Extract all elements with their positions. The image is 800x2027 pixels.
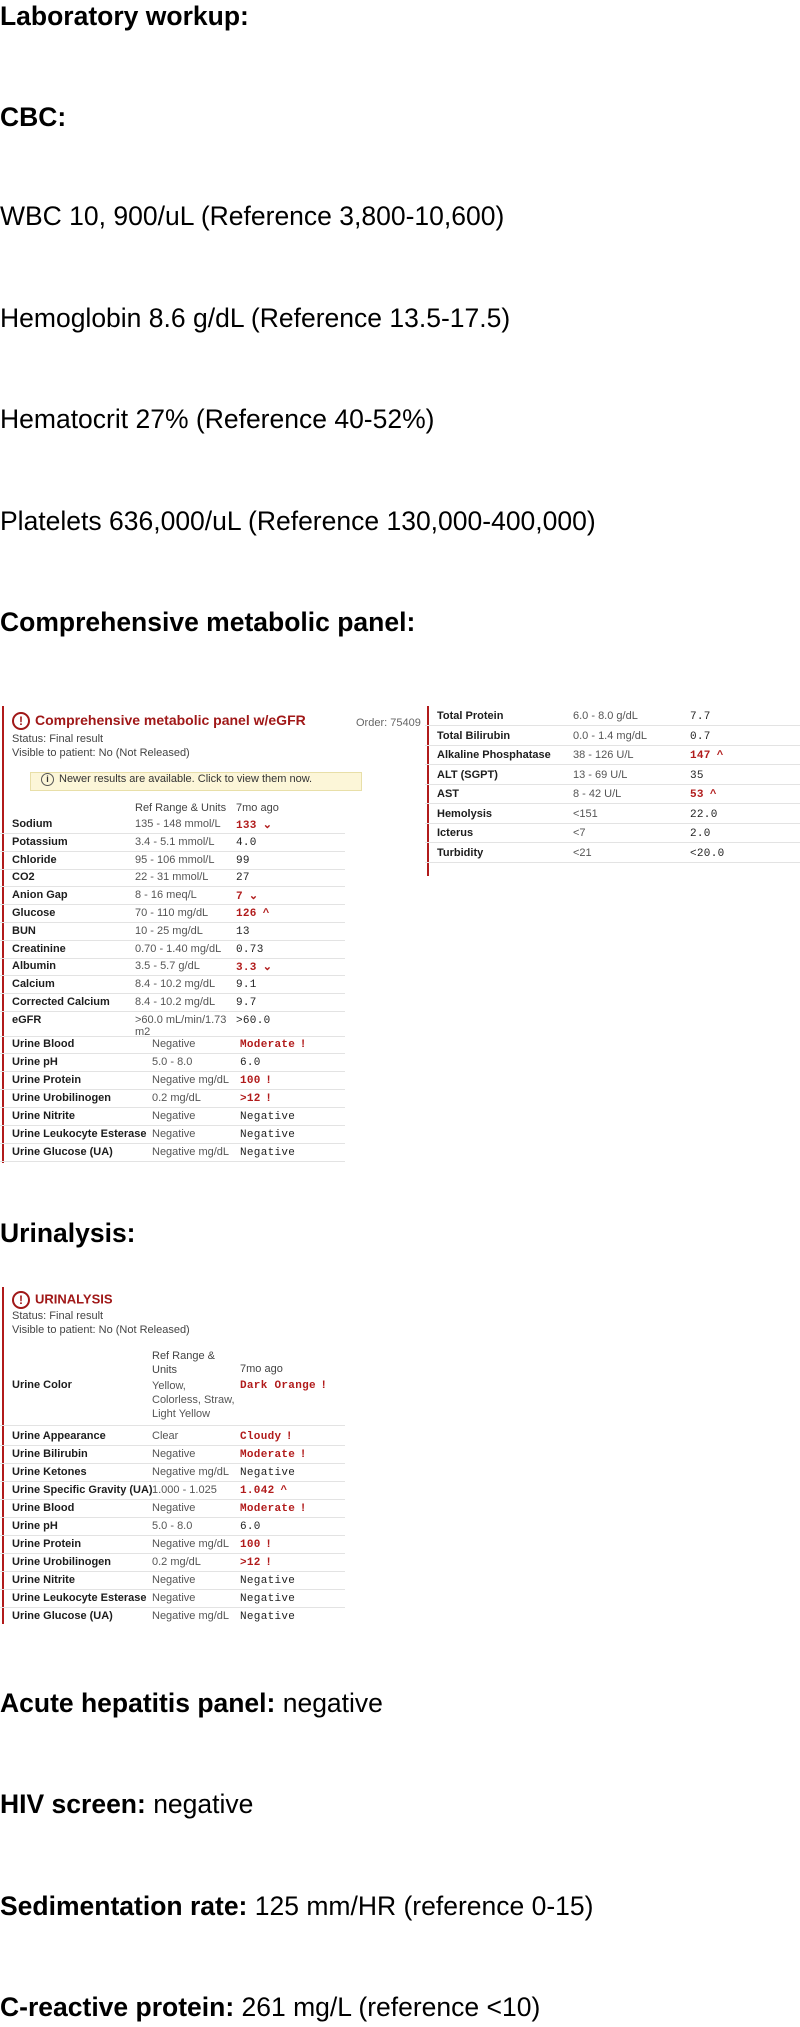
row-value: 147 ^ bbox=[690, 749, 724, 762]
row-reference: 0.2 mg/dL bbox=[152, 1092, 201, 1104]
row-name: Icterus bbox=[437, 827, 474, 839]
row-reference: 6.0 - 8.0 g/dL bbox=[573, 710, 638, 722]
table-row bbox=[0, 1090, 345, 1108]
row-name: ALT (SGPT) bbox=[437, 768, 498, 781]
row-value: 9.1 bbox=[236, 979, 257, 992]
row-value: 7 ⌄ bbox=[236, 890, 259, 904]
ua-color-row: Urine Color Yellow, Colorless, Straw, Light Yellow Dark Orange ! bbox=[0, 1377, 345, 1426]
cmp-col-time: 7mo ago bbox=[236, 802, 279, 814]
row-value: 9.7 bbox=[236, 997, 257, 1009]
cmp-status: Status: Final result bbox=[12, 733, 104, 745]
cmp-heading: Comprehensive metabolic panel: bbox=[0, 607, 416, 637]
table-row bbox=[0, 1446, 345, 1464]
row-name: CO2 bbox=[12, 871, 35, 884]
row-name: Albumin bbox=[12, 960, 56, 973]
abnormal-flag: ⌄ bbox=[262, 819, 273, 831]
abnormal-flag: ^ bbox=[709, 788, 717, 800]
row-name: Creatinine bbox=[12, 942, 66, 955]
row-value: >12 ! bbox=[240, 1556, 271, 1569]
row-name: Urine Blood bbox=[12, 1038, 75, 1050]
row-name: Urine Nitrite bbox=[12, 1110, 75, 1122]
ua-visible: Visible to patient: No (Not Released) bbox=[12, 1324, 190, 1336]
abnormal-flag: ^ bbox=[262, 907, 270, 919]
table-row bbox=[0, 905, 345, 923]
row-value: 3.3 ⌄ bbox=[236, 961, 273, 975]
row-reference: 0.0 - 1.4 mg/dL bbox=[573, 729, 647, 742]
row-reference: 5.0 - 8.0 bbox=[152, 1056, 193, 1068]
table-row bbox=[0, 1054, 345, 1072]
info-icon: i bbox=[41, 773, 54, 786]
table-row bbox=[0, 1464, 345, 1482]
cbc-hematocrit-line: Hematocrit 27% (Reference 40-52%) bbox=[0, 404, 435, 434]
row-value: Negative bbox=[240, 1611, 296, 1623]
table-row bbox=[425, 708, 800, 726]
table-row bbox=[425, 806, 800, 824]
row-value: Negative bbox=[240, 1575, 296, 1587]
table-row bbox=[425, 825, 800, 843]
row-value: Negative bbox=[240, 1147, 296, 1159]
row-name: Glucose bbox=[12, 907, 56, 919]
row-value: Negative bbox=[240, 1111, 296, 1123]
row-value: 6.0 bbox=[240, 1521, 261, 1533]
row-name: Urine Blood bbox=[12, 1502, 75, 1514]
row-reference: 3.5 - 5.7 g/dL bbox=[135, 960, 200, 973]
row-reference: 95 - 106 mmol/L bbox=[135, 853, 215, 866]
row-reference: 5.0 - 8.0 bbox=[152, 1520, 193, 1532]
row-reference: Negative bbox=[152, 1038, 196, 1050]
row-value: 126 ^ bbox=[236, 907, 270, 920]
table-row bbox=[0, 1036, 345, 1054]
table-row bbox=[0, 1536, 345, 1554]
cmp-panel-right-screenshot bbox=[425, 706, 800, 876]
row-reference: <151 bbox=[573, 807, 598, 820]
abnormal-flag: ^ bbox=[280, 1484, 288, 1496]
row-value: Moderate ! bbox=[240, 1502, 306, 1515]
row-value: 100 ! bbox=[240, 1074, 271, 1087]
row-name: Urine Specific Gravity (UA) bbox=[12, 1484, 153, 1496]
table-row bbox=[0, 869, 345, 887]
abnormal-flag: ! bbox=[301, 1502, 306, 1514]
row-name: Urine Protein bbox=[12, 1538, 82, 1550]
table-row bbox=[0, 923, 345, 941]
abnormal-flag: ⌄ bbox=[262, 961, 273, 974]
abnormal-flag: ⌄ bbox=[248, 890, 259, 903]
table-row bbox=[425, 728, 800, 746]
row-value: 99 bbox=[236, 854, 250, 867]
table-row bbox=[0, 976, 345, 994]
row-reference: Negative mg/dL bbox=[152, 1466, 230, 1478]
table-row bbox=[0, 816, 345, 834]
table-row bbox=[425, 767, 800, 785]
row-name: Chloride bbox=[12, 853, 57, 866]
row-value: Cloudy ! bbox=[240, 1430, 292, 1443]
crp-line: C-reactive protein: 261 mg/L (reference <10) bbox=[0, 1992, 541, 2022]
row-value: 7.7 bbox=[690, 711, 711, 723]
abnormal-flag: ! bbox=[266, 1556, 271, 1568]
row-value: 35 bbox=[690, 769, 704, 782]
table-row bbox=[0, 1072, 345, 1090]
row-value: Negative bbox=[240, 1467, 296, 1479]
row-name: Urine Bilirubin bbox=[12, 1448, 88, 1460]
row-reference: 0.70 - 1.40 mg/dL bbox=[135, 942, 222, 955]
abnormal-flag: ! bbox=[266, 1074, 271, 1086]
row-name: Urine Glucose (UA) bbox=[12, 1610, 113, 1622]
row-name: Urine Glucose (UA) bbox=[12, 1146, 113, 1158]
row-name: Urine Leukocyte Esterase bbox=[12, 1592, 147, 1604]
row-reference: 70 - 110 mg/dL bbox=[135, 907, 209, 919]
sed-rate-line: Sedimentation rate: 125 mm/HR (reference 0-15) bbox=[0, 1891, 594, 1921]
row-value: 13 bbox=[236, 925, 250, 938]
row-value: >12 ! bbox=[240, 1092, 271, 1105]
row-name: Urine Urobilinogen bbox=[12, 1556, 111, 1568]
abnormal-flag: ! bbox=[287, 1430, 292, 1442]
urinalysis-heading: Urinalysis: bbox=[0, 1218, 136, 1248]
row-name: Urine Ketones bbox=[12, 1466, 87, 1478]
row-reference: 10 - 25 mg/dL bbox=[135, 924, 203, 937]
hepatitis-panel-line: Acute hepatitis panel: negative bbox=[0, 1688, 383, 1718]
row-value: 53 ^ bbox=[690, 788, 717, 801]
table-row bbox=[0, 834, 345, 852]
row-value: Negative bbox=[240, 1129, 296, 1141]
ua-col-time: 7mo ago bbox=[240, 1363, 283, 1375]
row-reference: 8.4 - 10.2 mg/dL bbox=[135, 978, 216, 991]
row-reference: 135 - 148 mmol/L bbox=[135, 818, 221, 830]
table-row bbox=[425, 786, 800, 804]
table-row bbox=[425, 747, 800, 765]
row-name: Urine Leukocyte Esterase bbox=[12, 1128, 147, 1140]
row-value: 6.0 bbox=[240, 1057, 261, 1069]
ua-title: ! URINALYSIS bbox=[12, 1291, 113, 1309]
hiv-screen-line: HIV screen: negative bbox=[0, 1789, 254, 1819]
cbc-heading: CBC: bbox=[0, 102, 67, 132]
row-value: 2.0 bbox=[690, 828, 711, 840]
row-name: BUN bbox=[12, 924, 36, 937]
abnormal-flag: ^ bbox=[716, 749, 724, 761]
row-value: Moderate ! bbox=[240, 1448, 306, 1461]
row-name: Total Bilirubin bbox=[437, 729, 511, 742]
table-row bbox=[0, 1126, 345, 1144]
row-value: Moderate ! bbox=[240, 1038, 306, 1051]
newer-results-notice[interactable]: i Newer results are available. Click to view them now. bbox=[30, 772, 362, 791]
table-row bbox=[0, 1012, 345, 1037]
row-value: 22.0 bbox=[690, 808, 718, 821]
table-row bbox=[0, 1554, 345, 1572]
table-row bbox=[0, 1144, 345, 1162]
row-reference: Negative bbox=[152, 1128, 196, 1140]
row-reference: 1.000 - 1.025 bbox=[152, 1484, 217, 1496]
row-name: Urine Appearance bbox=[12, 1430, 106, 1442]
row-reference: Clear bbox=[152, 1430, 179, 1442]
table-row bbox=[0, 1108, 345, 1126]
cmp-col-ref: Ref Range & Units bbox=[135, 802, 227, 814]
row-value: 1.042 ^ bbox=[240, 1484, 288, 1497]
row-name: Anion Gap bbox=[12, 889, 68, 902]
row-value: 0.7 bbox=[690, 730, 711, 743]
table-row bbox=[425, 845, 800, 863]
cbc-wbc-line: WBC 10, 900/uL (Reference 3,800-10,600) bbox=[0, 201, 505, 231]
table-row bbox=[0, 1428, 345, 1446]
table-row bbox=[0, 887, 345, 905]
row-reference: <7 bbox=[573, 827, 586, 839]
row-reference: 8 - 42 U/L bbox=[573, 788, 622, 800]
row-value: 100 ! bbox=[240, 1538, 271, 1551]
row-reference: Negative mg/dL bbox=[152, 1146, 230, 1158]
row-reference: Negative bbox=[152, 1574, 196, 1586]
table-row bbox=[0, 994, 345, 1012]
row-name: Potassium bbox=[12, 835, 68, 848]
row-value: 27 bbox=[236, 872, 250, 885]
row-reference: Negative mg/dL bbox=[152, 1538, 230, 1550]
alert-icon: ! bbox=[12, 1291, 30, 1309]
row-reference: >60.0 mL/min/1.73 m2 bbox=[135, 1013, 227, 1038]
row-reference: <21 bbox=[573, 846, 592, 859]
row-reference: Negative bbox=[152, 1448, 196, 1460]
cmp-panel-title: ! Comprehensive metabolic panel w/eGFR bbox=[12, 712, 306, 730]
table-row bbox=[0, 1608, 345, 1624]
row-name: Urine pH bbox=[12, 1056, 58, 1068]
row-reference: 13 - 69 U/L bbox=[573, 768, 628, 781]
row-reference: 38 - 126 U/L bbox=[573, 749, 634, 761]
row-name: Sodium bbox=[12, 818, 53, 830]
row-value: 133 ⌄ bbox=[236, 819, 273, 832]
ua-status: Status: Final result bbox=[12, 1310, 104, 1322]
abnormal-flag: ! bbox=[266, 1092, 271, 1104]
cmp-visible: Visible to patient: No (Not Released) bbox=[12, 747, 190, 759]
row-reference: 3.4 - 5.1 mmol/L bbox=[135, 835, 215, 848]
row-name: Calcium bbox=[12, 978, 55, 991]
row-name: Total Protein bbox=[437, 710, 504, 722]
row-value: <20.0 bbox=[690, 847, 725, 860]
abnormal-flag: ! bbox=[301, 1038, 306, 1050]
row-reference: Negative bbox=[152, 1110, 196, 1122]
table-row bbox=[0, 1590, 345, 1608]
cmp-panel-screenshot bbox=[0, 706, 425, 1163]
alert-icon: ! bbox=[12, 712, 30, 730]
row-reference: Negative bbox=[152, 1502, 196, 1514]
row-value: Negative bbox=[240, 1593, 296, 1605]
urinalysis-screenshot bbox=[0, 1287, 350, 1624]
row-value: 0.73 bbox=[236, 943, 264, 956]
row-name: Urine Urobilinogen bbox=[12, 1092, 111, 1104]
lab-workup-heading: Laboratory workup: bbox=[0, 1, 249, 31]
row-reference: 22 - 31 mmol/L bbox=[135, 871, 209, 884]
row-reference: Negative mg/dL bbox=[152, 1074, 230, 1086]
table-row bbox=[0, 1500, 345, 1518]
row-name: Hemolysis bbox=[437, 807, 493, 820]
row-reference: 0.2 mg/dL bbox=[152, 1556, 201, 1568]
table-row bbox=[0, 958, 345, 976]
row-name: Urine pH bbox=[12, 1520, 58, 1532]
row-name: AST bbox=[437, 788, 459, 800]
row-reference: 8 - 16 meq/L bbox=[135, 889, 197, 902]
cbc-hemoglobin-line: Hemoglobin 8.6 g/dL (Reference 13.5-17.5) bbox=[0, 303, 511, 333]
cmp-order: Order: 75409 bbox=[356, 717, 421, 729]
abnormal-flag: ! bbox=[301, 1448, 306, 1460]
cbc-platelets-line: Platelets 636,000/uL (Reference 130,000-400,000) bbox=[0, 506, 596, 536]
row-reference: Negative mg/dL bbox=[152, 1610, 230, 1622]
table-row bbox=[0, 1518, 345, 1536]
row-reference: Negative bbox=[152, 1592, 196, 1604]
row-name: Urine Protein bbox=[12, 1074, 82, 1086]
row-name: Turbidity bbox=[437, 846, 484, 859]
row-value: 4.0 bbox=[236, 836, 257, 849]
table-row bbox=[0, 1482, 345, 1500]
ua-col-ref: Ref Range & Units bbox=[152, 1350, 215, 1376]
table-row bbox=[0, 941, 345, 959]
row-name: eGFR bbox=[12, 1013, 42, 1026]
row-value: >60.0 bbox=[236, 1014, 271, 1027]
table-row bbox=[0, 852, 345, 870]
row-name: Alkaline Phosphatase bbox=[437, 749, 551, 761]
table-row bbox=[0, 1572, 345, 1590]
abnormal-flag: ! bbox=[266, 1538, 271, 1550]
row-name: Urine Nitrite bbox=[12, 1574, 75, 1586]
row-name: Corrected Calcium bbox=[12, 996, 110, 1008]
row-reference: 8.4 - 10.2 mg/dL bbox=[135, 996, 216, 1008]
